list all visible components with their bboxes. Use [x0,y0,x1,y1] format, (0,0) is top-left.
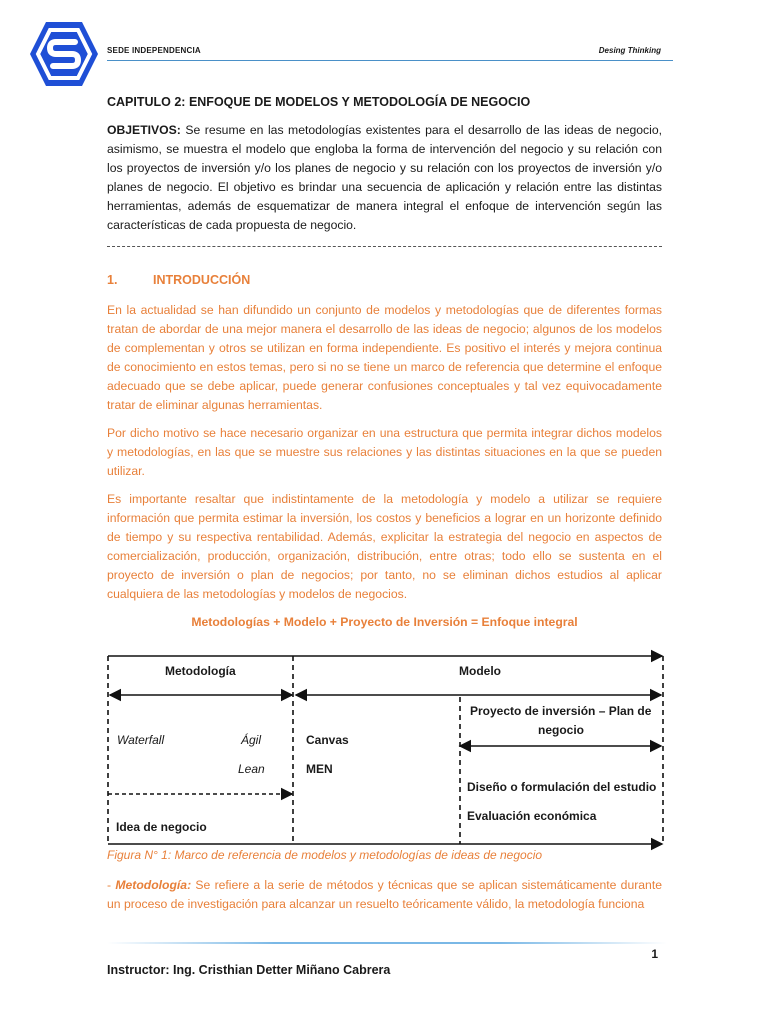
objectives-text: Se resume en las metodologías existentes para el desarrollo de las ideas de negocio, asimismo, se muestra el modelo que engloba la forma de intervención del negocio y su relación con los proyectos de inversión y/o los planes de negocio y su relación con los proyectos de inversión y/o planes de negocio. El objetivo es brindar una secuencia de aplicación y relación entre las distintas herramientas, además de esquematizar de manera integral el enfoque de intervención según las características de cada propuesta de negocio. [107,123,662,232]
page-number: 1 [651,947,658,961]
methodology-text: Se refiere a la serie de métodos y técnicas que se aplican sistemáticamente durante un proceso de investigación para alcanzar un resuelto teóricamente válido, la metodología funciona [107,878,662,911]
diagram-proyecto-line-1: Proyecto de inversión – Plan de [470,704,652,718]
diagram-waterfall: Waterfall [117,733,165,747]
chapter-title: CAPITULO 2: ENFOQUE DE MODELOS Y METODOLOGÍA DE NEGOCIO [107,95,531,109]
diagram-men: MEN [306,762,333,776]
figure-caption: Figura N° 1: Marco de referencia de modelos y metodologías de ideas de negocio [107,848,543,862]
diagram-metodologia: Metodología [165,664,236,678]
footer-instructor: Instructor: Ing. Cristhian Detter Miñano Cabrera [107,963,391,977]
diagram-proyecto-line-2: negocio [538,723,585,737]
logo [28,18,100,90]
diagram-modelo: Modelo [459,664,501,678]
intro-paragraph-1: En la actualidad se han difundido un conjunto de modelos y metodologías que de diferentes formas tratan de abordar de una mejor manera el desarrollo de las ideas de negocio; algunos de los modelos de complementan y otros se utilizan en forma independiente. Es positivo el interés y mejora continua de conocimiento en estos temas, pero si no se tiene un marco de referencia que determine el enfoque adecuado que se debe aplicar, puede generar confusiones conceptuales y tal vez equivocadamente tratar de eliminar algunas herramientas. [107,303,662,412]
dashed-separator [107,246,662,247]
section-title: INTRODUCCIÓN [153,273,251,287]
intro-paragraph-2: Por dicho motivo se hace necesario organizar en una estructura que permita integrar dichos modelos y metodologías, en las que se muestre sus relaciones y las distintas situaciones en la que se pueden utilizar. [107,426,662,478]
section-number: 1. [107,273,118,287]
header-course: Desing Thinking [598,46,661,55]
intro-paragraph-3: Es importante resaltar que indistintamente de la metodología y modelo a utilizar se requiere información que permita estimar la inversión, los costos y beneficios a lograr en un horizonte definido de tiempo y su respectiva rentabilidad. Además, explicitar la estrategia del negocio en aspectos de comercialización, producción, organización, distribución, entre otras; todo ello se sustenta en el proyecto de inversión o plan de negocios; por tanto, no se eliminan dichos estudios al aplicar cualquiera de las metodologías y modelos de negocios. [107,492,662,601]
header-institution: SEDE INDEPENDENCIA [107,46,201,55]
formula: Metodologías + Modelo + Proyecto de Inversión = Enfoque integral [191,615,578,629]
objectives-paragraph [107,121,662,235]
diagram-idea: Idea de negocio [116,820,207,834]
objectives-label: OBJETIVOS: [107,123,181,137]
footer-rule [107,942,667,944]
diagram-lean: Lean [238,762,265,776]
header-rule [107,60,673,61]
methodology-dash: - [107,878,116,892]
methodology-term: Metodología: [115,878,192,892]
diagram-canvas: Canvas [306,733,349,747]
diagram-evaluacion: Evaluación económica [467,809,597,823]
diagram-agil: Ágil [241,733,262,747]
methodology-paragraph [107,876,662,914]
diagram-diseno: Diseño o formulación del estudio [467,780,657,794]
section-heading [107,273,250,287]
